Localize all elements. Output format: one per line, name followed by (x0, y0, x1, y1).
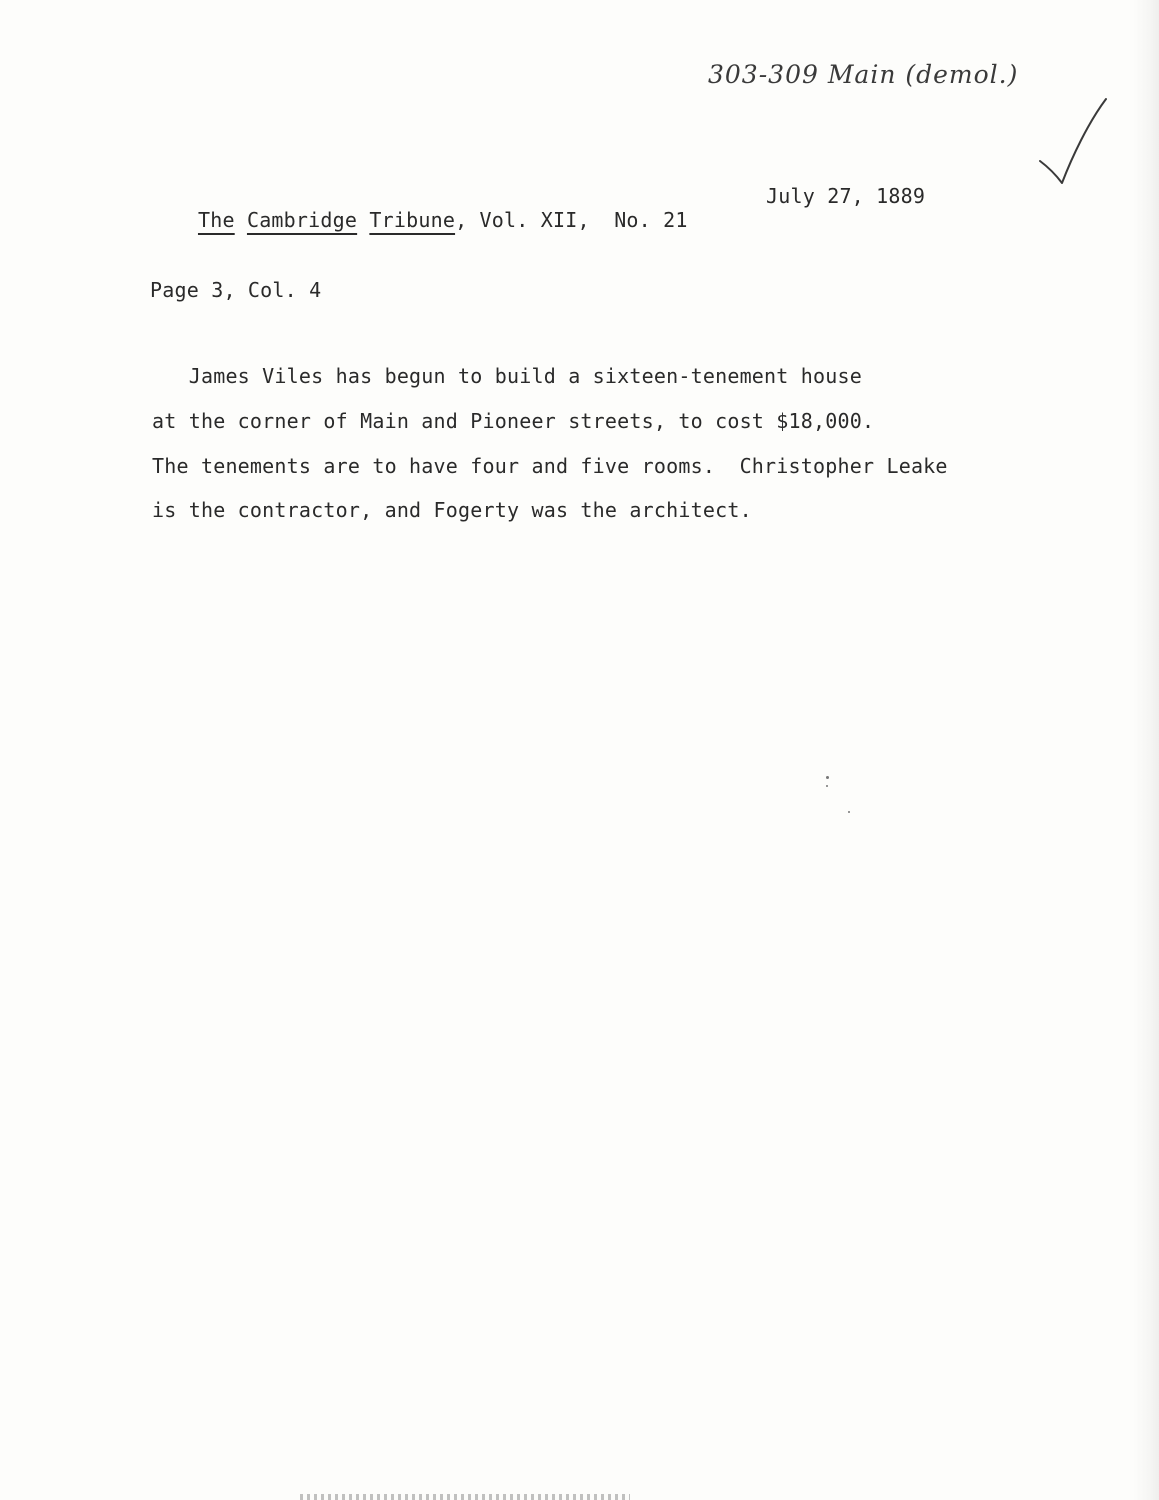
paper-speck (848, 811, 850, 813)
handwritten-annotation: 303-309 Main (demol.) (708, 60, 1019, 89)
citation-date: July 27, 1889 (766, 184, 926, 208)
body-line-3: The tenements are to have four and five rooms. Christopher Leake (152, 454, 948, 478)
publication-title-word-3: Tribune (369, 208, 456, 232)
citation-line (149, 184, 688, 256)
page-location: Page 3, Col. 4 (150, 278, 322, 302)
body-line-1: James Viles has begun to build a sixteen-tenement house (152, 364, 862, 388)
citation-details: , Vol. XII, No. 21 (455, 208, 688, 232)
body-line-2: at the corner of Main and Pioneer streets, to cost $18,000. (152, 409, 875, 433)
page-edge-shadow (1133, 0, 1159, 1500)
page-bottom-edge (300, 1494, 630, 1500)
paper-speck (826, 785, 828, 787)
check-icon (1036, 95, 1112, 187)
publication-title-word-2: Cambridge (246, 208, 358, 232)
publication-title-word-1: The (197, 208, 235, 232)
body-line-4: is the contractor, and Fogerty was the architect. (152, 498, 752, 522)
paper-speck (826, 776, 829, 779)
